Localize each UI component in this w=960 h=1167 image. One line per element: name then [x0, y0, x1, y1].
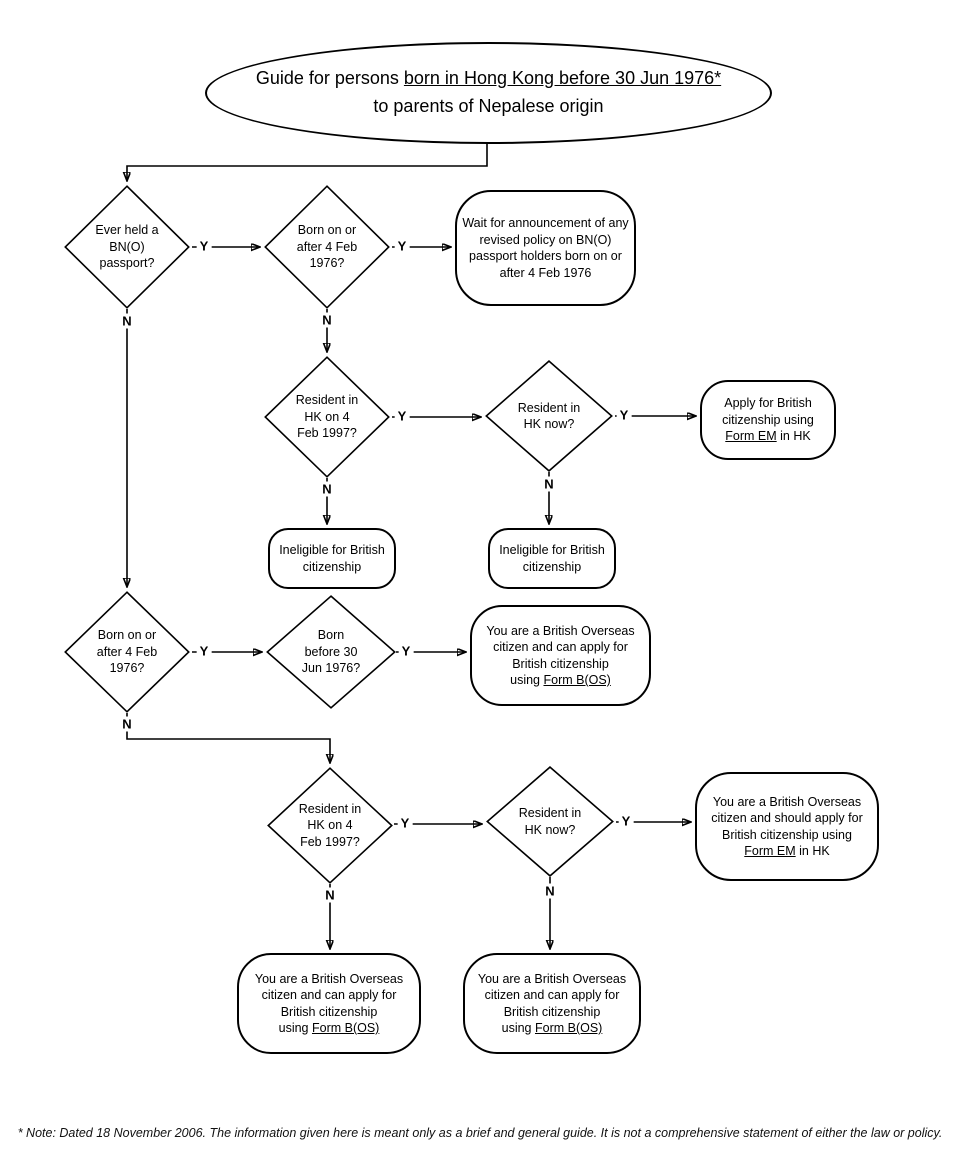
- decision-born-after-4feb1976-top: Born on or after 4 Feb 1976?: [264, 185, 390, 309]
- decision-resident-hk-now-bottom: Resident in HK now?: [486, 766, 614, 877]
- branch-label-yes: Y: [619, 814, 634, 829]
- outcome-wait-announcement: Wait for announcement of any revised policy on BN(O) passport holders born on or after 4 Feb 1976: [455, 190, 636, 306]
- branch-label-yes: Y: [395, 239, 410, 254]
- branch-label-no: N: [542, 884, 557, 899]
- outcome-bos-should-apply-em: You are a British Overseas citizen and should apply for British citizenship using Form EM in HK: [695, 772, 879, 881]
- branch-label-yes: Y: [197, 644, 212, 659]
- decision-resident-hk-now-mid: Resident in HK now?: [485, 360, 613, 472]
- decision-ever-held-bno-passport: Ever held a BN(O) passport?: [64, 185, 190, 309]
- outcome-apply-em-hk: Apply for British citizenship using Form EM in HK: [700, 380, 836, 460]
- decision-resident-hk-1997-bottom: Resident in HK on 4 Feb 1997?: [267, 767, 393, 884]
- decision-born-before-30jun1976: Born before 30 Jun 1976?: [266, 595, 396, 709]
- branch-label-yes: Y: [617, 408, 632, 423]
- outcome-ineligible-1: Ineligible for British citizenship: [268, 528, 396, 589]
- outcome-bos-can-apply-bottom-right: You are a British Overseas citizen and can apply for British citizenship using Form B(OS): [463, 953, 641, 1054]
- branch-label-yes: Y: [398, 816, 413, 831]
- branch-label-yes: Y: [395, 409, 410, 424]
- decision-resident-hk-1997-mid: Resident in HK on 4 Feb 1997?: [264, 356, 390, 478]
- branch-label-no: N: [319, 482, 334, 497]
- title-node: [205, 42, 772, 144]
- decision-born-after-4feb1976-left: Born on or after 4 Feb 1976?: [64, 591, 190, 713]
- connector-title-to-d1: [127, 140, 487, 180]
- branch-label-yes: Y: [197, 239, 212, 254]
- branch-label-no: N: [541, 477, 556, 492]
- form-bos-link-text: Form B(OS): [311, 1021, 380, 1035]
- branch-label-no: N: [322, 888, 337, 903]
- branch-label-yes: Y: [399, 644, 414, 659]
- footnote: * Note: Dated 18 November 2006. The information given here is meant only as a brief and general guide. It is not a comprehensive statement of either the law or policy.: [17, 1126, 943, 1140]
- form-bos-link-text: Form B(OS): [543, 673, 611, 687]
- page-title: Guide for persons born in Hong Kong before 30 Jun 1976* to parents of Nepalese origin: [255, 68, 722, 116]
- form-em-link-text: Form EM: [725, 429, 777, 444]
- branch-label-no: N: [119, 717, 134, 732]
- outcome-bos-can-apply-row3: You are a British Overseas citizen and can apply for British citizenship using Form B(OS): [470, 605, 651, 706]
- form-bos-link-text: Form B(OS): [534, 1021, 603, 1035]
- branch-label-no: N: [119, 314, 134, 329]
- branch-label-no: N: [319, 313, 334, 328]
- outcome-bos-can-apply-bottom-left: You are a British Overseas citizen and can apply for British citizenship using Form B(OS): [237, 953, 421, 1054]
- outcome-ineligible-2: Ineligible for British citizenship: [488, 528, 616, 589]
- form-em-link-text: Form EM: [744, 844, 796, 858]
- connector-d5-n-d7: [127, 713, 330, 762]
- title-underlined-text: born in Hong Kong before 30 Jun 1976*: [403, 68, 722, 89]
